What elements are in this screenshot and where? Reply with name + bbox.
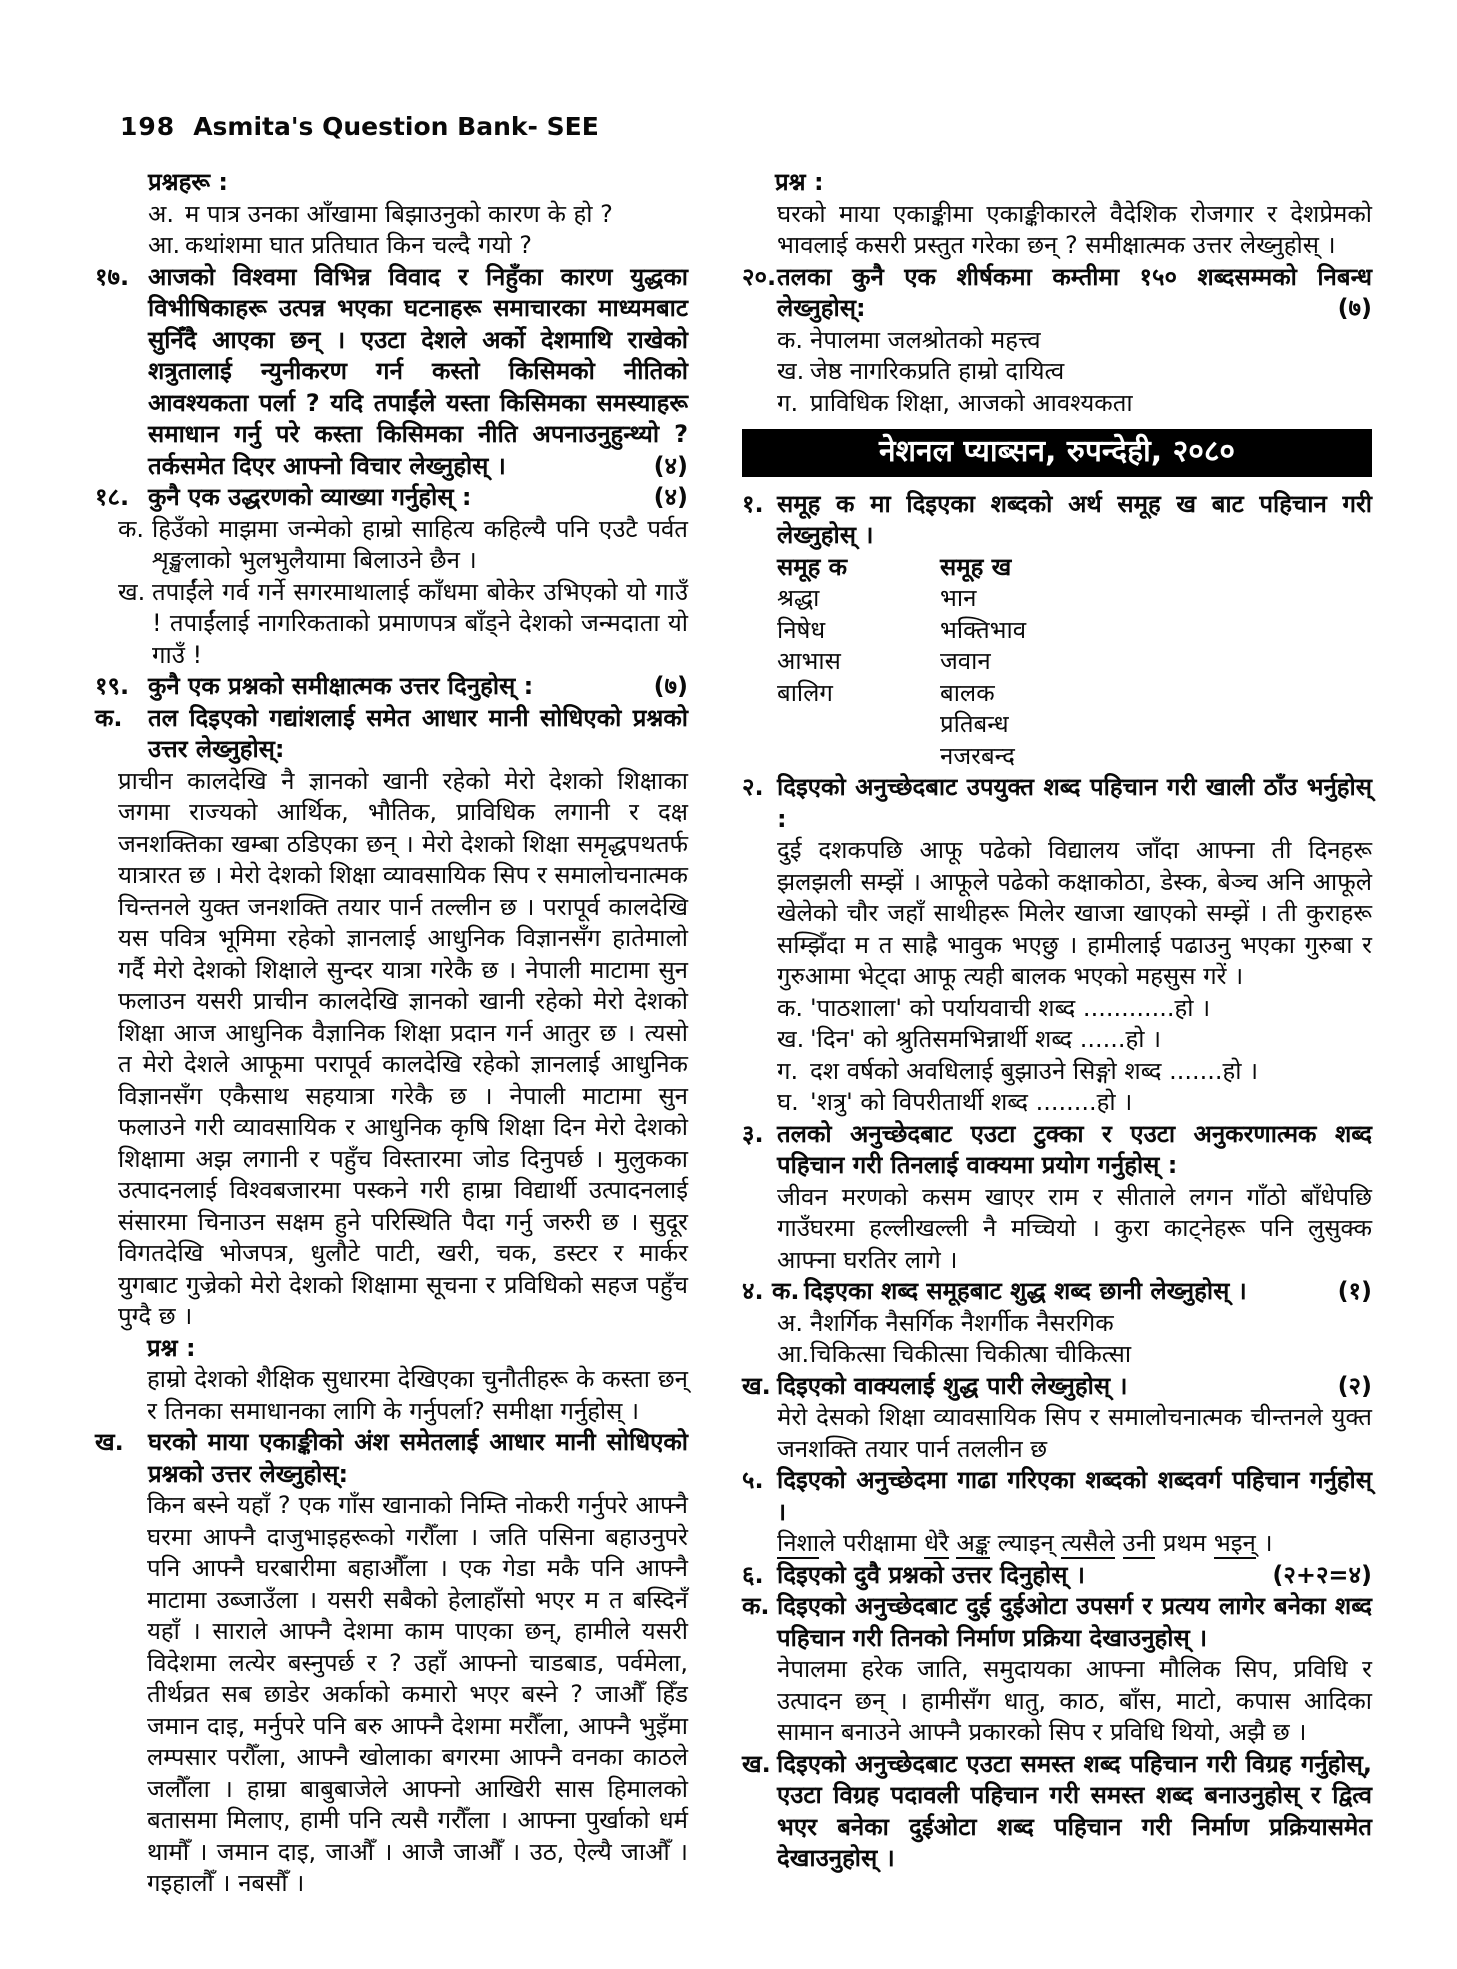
question-text: आजको विश्वमा विभिन्न विवाद र निहुँका कारण युद्धका विभीषिकाहरू उत्पन्न भएका घटनाहरू समाचारका माध्यमबाट सुनिँदै आएका छन् । एउटा देशले अर्को देशमाथि राखेको शत्रुतालाई न्युनीकरण गर्न कस्तो किसिमको नीतिको आवश्यकता पर्ला ? यदि तपाईंले यस्ता किसिमका समस्याहरू समाधान गर्नु परे कस्ता किसिमका नीति अपनाउनुहुन्थ्यो ? तर्कसमेत दिएर आफ्नो विचार लेख्नुहोस् । (४) <box>148 262 688 483</box>
question-text: म पात्र उनका आँखामा बिझाउनुको कारण के हो ? <box>185 199 613 228</box>
question-number: ख. <box>95 1428 124 1456</box>
question-item <box>95 482 688 514</box>
question-item <box>777 1024 1372 1056</box>
underlined-word: भइन् <box>1213 1529 1256 1557</box>
paragraph: दुई दशकपछि आफू पढेको विद्यालय जाँदा आफ्ना ती दिनहरू झलझली सम्झें । आफूले पढेको कक्षाकोठा, डेस्क, बेञ्च अनि आफूले खेलेको चौर जहाँ साथीहरू मिलेर खाजा खाएको सम्झें । ती कुराहरू सम्झिँदा म त साह्रै भावुक भएछु । हामीलाई पढाउनु भएका गुरुबा र गुरुआमा भेट्दा आफू त्यही बालक भएको महसुस गरें । <box>777 836 1372 990</box>
question-number: ख. <box>777 357 805 385</box>
exam-banner: नेशनल प्याब्सन, रुपन्देही, २०८० <box>742 429 1372 477</box>
question-number: आ. <box>148 231 181 259</box>
question-item <box>95 703 688 766</box>
marks-badge: (१) <box>1337 1277 1372 1305</box>
question-text: दिइएको अनुच्छेदबाट एउटा समस्त शब्द पहिचान गरी विग्रह गर्नुहोस्, एउटा विग्रह पदावली पहिचान गरी समस्त शब्द बनाउनुहोस् र द्वित्व भएर बनेका दुईओटा शब्द पहिचान गरी निर्माण प्रक्रियासमेत देखाउनुहोस् । <box>777 1749 1372 1872</box>
match-column-b-header: समूह ख <box>940 552 1012 581</box>
paragraph: जीवन मरणको कसम खाएर राम र सीताले लगन गाँठो बाँधेपछि गाउँघरमा हल्लीखल्ली नै मच्चियो । कुरा काट्नेहरू पनि लुसुक्क आफ्ना घरतिर लागे । <box>777 1182 1372 1274</box>
question-number: क. <box>742 1592 770 1620</box>
question-item <box>777 1308 1372 1340</box>
question-text: 'पाठशाला' को पर्यायवाची शब्द ............हो । <box>810 993 1211 1022</box>
question-number: ग. <box>777 388 799 417</box>
question-number: ६. <box>742 1560 764 1589</box>
match-word-b: प्रतिबन्ध <box>940 710 1009 738</box>
section-label: प्रश्नहरू : <box>148 168 228 196</box>
plain-text: । <box>1255 1529 1273 1557</box>
two-column-layout <box>95 167 1457 1900</box>
question-number: २. <box>742 773 764 801</box>
question-number: २०. <box>742 262 777 291</box>
question-number: १. <box>742 489 764 518</box>
question-text: कुनै एक उद्धरणको व्याख्या गर्नुहोस् : (४) <box>148 482 688 514</box>
question-text: नैशर्गिक नैसर्गिक नैशर्गीक नैसरगिक <box>810 1308 1114 1337</box>
match-word-b: जवान <box>940 647 991 675</box>
question-text: प्राविधिक शिक्षा, आजको आवश्यकता <box>810 388 1133 417</box>
paragraph: किन बस्ने यहाँ ? एक गाँस खानाको निम्ति नोकरी गर्नुपरे आफ्नै घरमा आफ्नै दाजुभाइहरूको गरौँला । जति पसिना बहाउनुपरे पनि आफ्नै घरबारीमा बहाऔँला । एक गेडा मकै पनि आफ्नै माटामा उब्जाउँला । यसरी सबैको हेलाहाँसो भएर म त बस्दिनँ यहाँ । साराले आफ्नै देशमा काम पाएका छन्, हामीले यसरी विदेशमा लत्येर बस्नुपर्छ र ? उहाँ आफ्नो चाडबाड, पर्वमेला, तीर्थव्रत सब छाडेर अर्काको कमारो भएर बस्ने ? जाऔँ हिँड जमान दाइ, मर्नुपरे पनि बरु आफ्नै देशमा मरौँला, आफ्नै भुइँमा लम्पसार परौँला, आफ्नै खोलाका बगरमा आफ्नै वनका काठले जलौँला । हाम्रा बाबुबाजेले आफ्नो आखिरी सास हिमालको बतासमा मिलाए, हामी पनि त्यसै गरौँला । आफ्ना पुर्खाको धर्म थामौँ । जमान दाइ, जाऔँ । आजै जाऔँ । उठ, ऐल्यै जाऔँ । गइहालौँ । नबसौँ । <box>147 1491 688 1897</box>
question-item <box>95 1427 688 1490</box>
match-column-a-header: समूह क <box>777 552 848 581</box>
question-item <box>777 993 1372 1025</box>
question-text: तपाईंले गर्व गर्ने सगरमाथालाई काँधमा बोकेर उभिएको यो गाउँ ! तपाईंलाई नागरिकताको प्रमाणपत्र बाँड्ने देशको जन्मदाता यो गाउँ ! <box>152 577 688 669</box>
underlined-word: त्यसैले <box>1061 1529 1115 1557</box>
question-item <box>777 325 1372 357</box>
match-word-a: बालिग <box>777 678 833 707</box>
question-text: 'शत्रु' को विपरीतार्थी शब्द ........हो । <box>810 1088 1133 1116</box>
paragraph: घरको माया एकाङ्कीमा एकाङ्कीकारले वैदेशिक रोजगार र देशप्रेमको भावलाई कसरी प्रस्तुत गरेका छन् ? समीक्षात्मक उत्तर लेख्नुहोस् । <box>777 199 1372 259</box>
paragraph: प्राचीन कालदेखि नै ज्ञानको खानी रहेको मेरो देशको शिक्षाका जगमा राज्यको आर्थिक, भौतिक, प्राविधिक लगानी र दक्ष जनशक्तिका खम्बा ठडिएका छन् । मेरो देशको शिक्षा समृद्धपथतर्फ यात्रारत छ । मेरो देशको शिक्षा व्यावसायिक सिप र समालोचनात्मक चिन्तनले युक्त जनशक्ति तयार पार्न तल्लीन छ । परापूर्व कालदेखि यस पवित्र भूमिमा रहेको ज्ञानलाई आधुनिक विज्ञानसँग हातेमालो गर्दै मेरो देशको शिक्षाले सुन्दर यात्रा गरेकै छ । नेपाली माटामा सुन फलाउन यसरी प्राचीन कालदेखि ज्ञानको खानी रहेको मेरो देशको शिक्षा आज आधुनिक वैज्ञानिक शिक्षा प्रदान गर्न आतुर छ । त्यसो त मेरो देशले आफूमा परापूर्व कालदेखि रहेको ज्ञानलाई आधुनिक विज्ञानसँग एकैसाथ सहयात्रा गरेकै छ । नेपाली माटामा सुन फलाउने गरी व्यावसायिक र आधुनिक कृषि शिक्षा दिन मेरो देशको शिक्षामा अझ लगानी र पहुँच विस्तारमा जोड दिनुपर्छ । मुलुकका उत्पादनलाई विश्वबजारमा पस्कने गरी हाम्रा विद्यार्थी उत्पादनलाई संसारमा चिनाउन सक्षम हुने परिस्थिति पैदा गर्नु जरुरी छ । सुदूर विगतदेखि भोजपत्र, धुलौटे पाटी, खरी, चक, डस्टर र मार्कर युगबाट गुज्रेको मेरो देशको शिक्षामा सूचना र प्रविधिको सहज पहुँच पुग्दै छ । <box>118 766 688 1330</box>
question-number: ग. <box>777 1056 799 1085</box>
match-table-row <box>777 583 1372 615</box>
section-label: प्रश्न : <box>775 168 824 196</box>
underlined-word: उनी <box>1122 1529 1156 1557</box>
question-item <box>742 489 1372 552</box>
page-header <box>120 112 1457 141</box>
question-number: ४. क. <box>742 1277 800 1305</box>
question-number: अ. <box>777 1308 803 1337</box>
question-number: क. <box>95 703 123 732</box>
question-item <box>742 772 1372 835</box>
marks-badge: (२+२=४) <box>1272 1560 1372 1589</box>
question-text: दिइएको अनुच्छेदमा गाढा गरिएका शब्दको शब्दवर्ग पहिचान गर्नुहोस् । <box>777 1466 1372 1526</box>
match-word-a: श्रद्धा <box>777 584 820 612</box>
question-text: दिइएको दुवै प्रश्नको उत्तर दिनुहोस् । (२+२=४) <box>777 1560 1372 1592</box>
question-text: तलका कुनै एक शीर्षकमा कम्तीमा १५० शब्दसम्मको निबन्ध लेख्नुहोस्: (७) <box>777 262 1372 325</box>
match-table-row <box>777 709 1372 741</box>
match-word-a <box>777 709 940 741</box>
question-text: दिइएको वाक्यलाई शुद्ध पारी लेख्नुहोस् । (२) <box>777 1371 1372 1403</box>
question-item <box>742 1465 1372 1528</box>
question-text: दश वर्षको अवधिलाई बुझाउने सिङ्गो शब्द .......हो । <box>810 1056 1259 1085</box>
question-number: घ. <box>777 1088 799 1116</box>
right-column <box>742 167 1372 1875</box>
question-number: ख. <box>118 577 146 606</box>
question-item <box>777 1056 1372 1088</box>
plain-text: ल्याइन् <box>990 1529 1062 1557</box>
question-number: अ. <box>148 199 174 228</box>
question-number: १७. <box>95 262 130 291</box>
question-text: कुनै एक प्रश्नको समीक्षात्मक उत्तर दिनुहोस् : (७) <box>148 671 688 703</box>
match-word-a: निषेध <box>777 615 826 644</box>
question-number: १९. <box>95 672 130 700</box>
match-table-row <box>777 678 1372 710</box>
match-word-a <box>777 741 940 773</box>
question-text: दिइएको अनुच्छेदबाट उपयुक्त शब्द पहिचान गरी खाली ठाँउ भर्नुहोस् : <box>777 773 1372 833</box>
question-item <box>742 1371 1372 1403</box>
question-number: ख. <box>742 1371 771 1400</box>
question-text: घरको माया एकाङ्कीको अंश समेतलाई आधार मानी सोधिएको प्रश्नको उत्तर लेख्नुहोस्: <box>148 1428 688 1488</box>
question-number: ख. <box>777 1025 805 1053</box>
question-item <box>777 1087 1372 1119</box>
question-number: १८. <box>95 483 130 511</box>
question-item <box>742 1749 1372 1875</box>
question-text: दिइएका शब्द समूहबाट शुद्ध शब्द छानी लेख्नुहोस् । (१) <box>804 1276 1372 1308</box>
question-number: ख. <box>742 1749 771 1778</box>
match-word-a: आभास <box>777 647 841 675</box>
plain-text: ले परीक्षामा <box>819 1529 925 1557</box>
question-text: दिइएको अनुच्छेदबाट दुई दुईओटा उपसर्ग र प्रत्यय लागेर बनेका शब्द पहिचान गरी तिनको निर्माण प्रक्रिया देखाउनुहोस् । <box>777 1592 1372 1652</box>
question-number: क. <box>777 993 804 1022</box>
plain-text: प्रथम <box>1155 1529 1214 1557</box>
question-item <box>118 514 688 577</box>
underlined-word: निशा <box>777 1529 820 1557</box>
question-text: 'दिन' को श्रुतिसमभिन्नार्थी शब्द ......हो । <box>810 1025 1162 1053</box>
marks-badge: (२) <box>1337 1371 1372 1400</box>
match-table-row <box>777 646 1372 678</box>
question-item <box>742 1119 1372 1182</box>
question-item <box>777 1339 1372 1371</box>
question-text: कथांशमा घात प्रतिघात किन चल्दै गयो ? <box>185 231 533 259</box>
marks-badge: (७) <box>653 672 688 700</box>
question-number: क. <box>777 325 804 354</box>
match-word-b: बालक <box>940 678 995 707</box>
question-item <box>777 388 1372 420</box>
page-number: 198 <box>120 112 176 141</box>
question-item <box>95 671 688 703</box>
paragraph: हाम्रो देशको शैक्षिक सुधारमा देखिएका चुनौतीहरू के कस्ता छन् र तिनका समाधानका लागि के गर्नुपर्ला? समीक्षा गर्नुहोस् । <box>147 1365 688 1425</box>
match-table-row <box>777 741 1372 773</box>
question-number: क. <box>118 514 145 543</box>
question-item <box>95 262 688 483</box>
question-number: ३. <box>742 1119 764 1148</box>
question-text: तल दिइएको गद्यांशलाई समेत आधार मानी सोधिएको प्रश्नको उत्तर लेख्नुहोस्: <box>148 703 688 763</box>
question-text: समूह क मा दिइएका शब्दको अर्थ समूह ख बाट पहिचान गरी लेख्नुहोस् । <box>777 489 1372 549</box>
underlined-word: अङ्क <box>956 1529 991 1557</box>
book-title: Asmita's Question Bank- SEE <box>193 112 599 141</box>
question-number: आ. <box>777 1340 810 1368</box>
section-label: प्रश्न : <box>147 1333 196 1362</box>
plain-text <box>1115 1529 1123 1557</box>
question-item <box>148 199 688 231</box>
question-text: जेष्ठ नागरिकप्रति हाम्रो दायित्व <box>810 357 1065 385</box>
marks-badge: (४) <box>653 483 688 511</box>
underlined-word: धेरै <box>924 1529 949 1557</box>
match-table-header <box>777 552 1372 584</box>
question-item <box>742 262 1372 325</box>
paragraph: नेपालमा हरेक जाति, समुदायका आफ्ना मौलिक सिप, प्रविधि र उत्पादन छन् । हामीसँग धातु, काठ, बाँस, माटो, कपास आदिका सामान बनाउने आफ्नै प्रकारको सिप र प्रविधि थियो, अझै छ । <box>777 1655 1372 1746</box>
question-item <box>742 1560 1372 1592</box>
paragraph: मेरो देसको शिक्षा व्यावसायिक सिप र समालोचनात्मक चीन्तनले युक्त जनशक्ति तयार पार्न तललीन छ <box>777 1403 1372 1463</box>
question-item <box>742 1276 1372 1308</box>
match-word-b: भक्तिभाव <box>940 615 1027 644</box>
marks-badge: (७) <box>1337 294 1372 322</box>
match-word-b: नजरबन्द <box>940 741 1015 770</box>
question-text: तलको अनुच्छेदबाट एउटा टुक्का र एउटा अनुकरणात्मक शब्द पहिचान गरी तिनलाई वाक्यमा प्रयोग गर्नुहोस् : <box>777 1119 1372 1179</box>
question-item <box>118 577 688 672</box>
question-item <box>742 1591 1372 1654</box>
question-text: हिउँको माझमा जन्मेको हाम्रो साहित्य कहिल्यै पनि एउटै पर्वत शृङ्खलाको भुलभुलैयामा बिलाउने छैन । <box>152 514 688 574</box>
match-table-row <box>777 615 1372 647</box>
question-text: चिकित्सा चिकीत्सा चिकीत्षा चीकित्सा <box>810 1340 1132 1368</box>
match-table <box>777 552 1372 773</box>
match-word-b: भान <box>940 584 977 612</box>
marks-badge: (४) <box>653 451 688 480</box>
left-column <box>95 167 688 1900</box>
question-item <box>148 230 688 262</box>
underlined-sentence <box>777 1528 1372 1560</box>
question-number: ५. <box>742 1466 764 1494</box>
question-item <box>777 356 1372 388</box>
question-text: नेपालमा जलश्रोतको महत्त्व <box>810 325 1041 354</box>
